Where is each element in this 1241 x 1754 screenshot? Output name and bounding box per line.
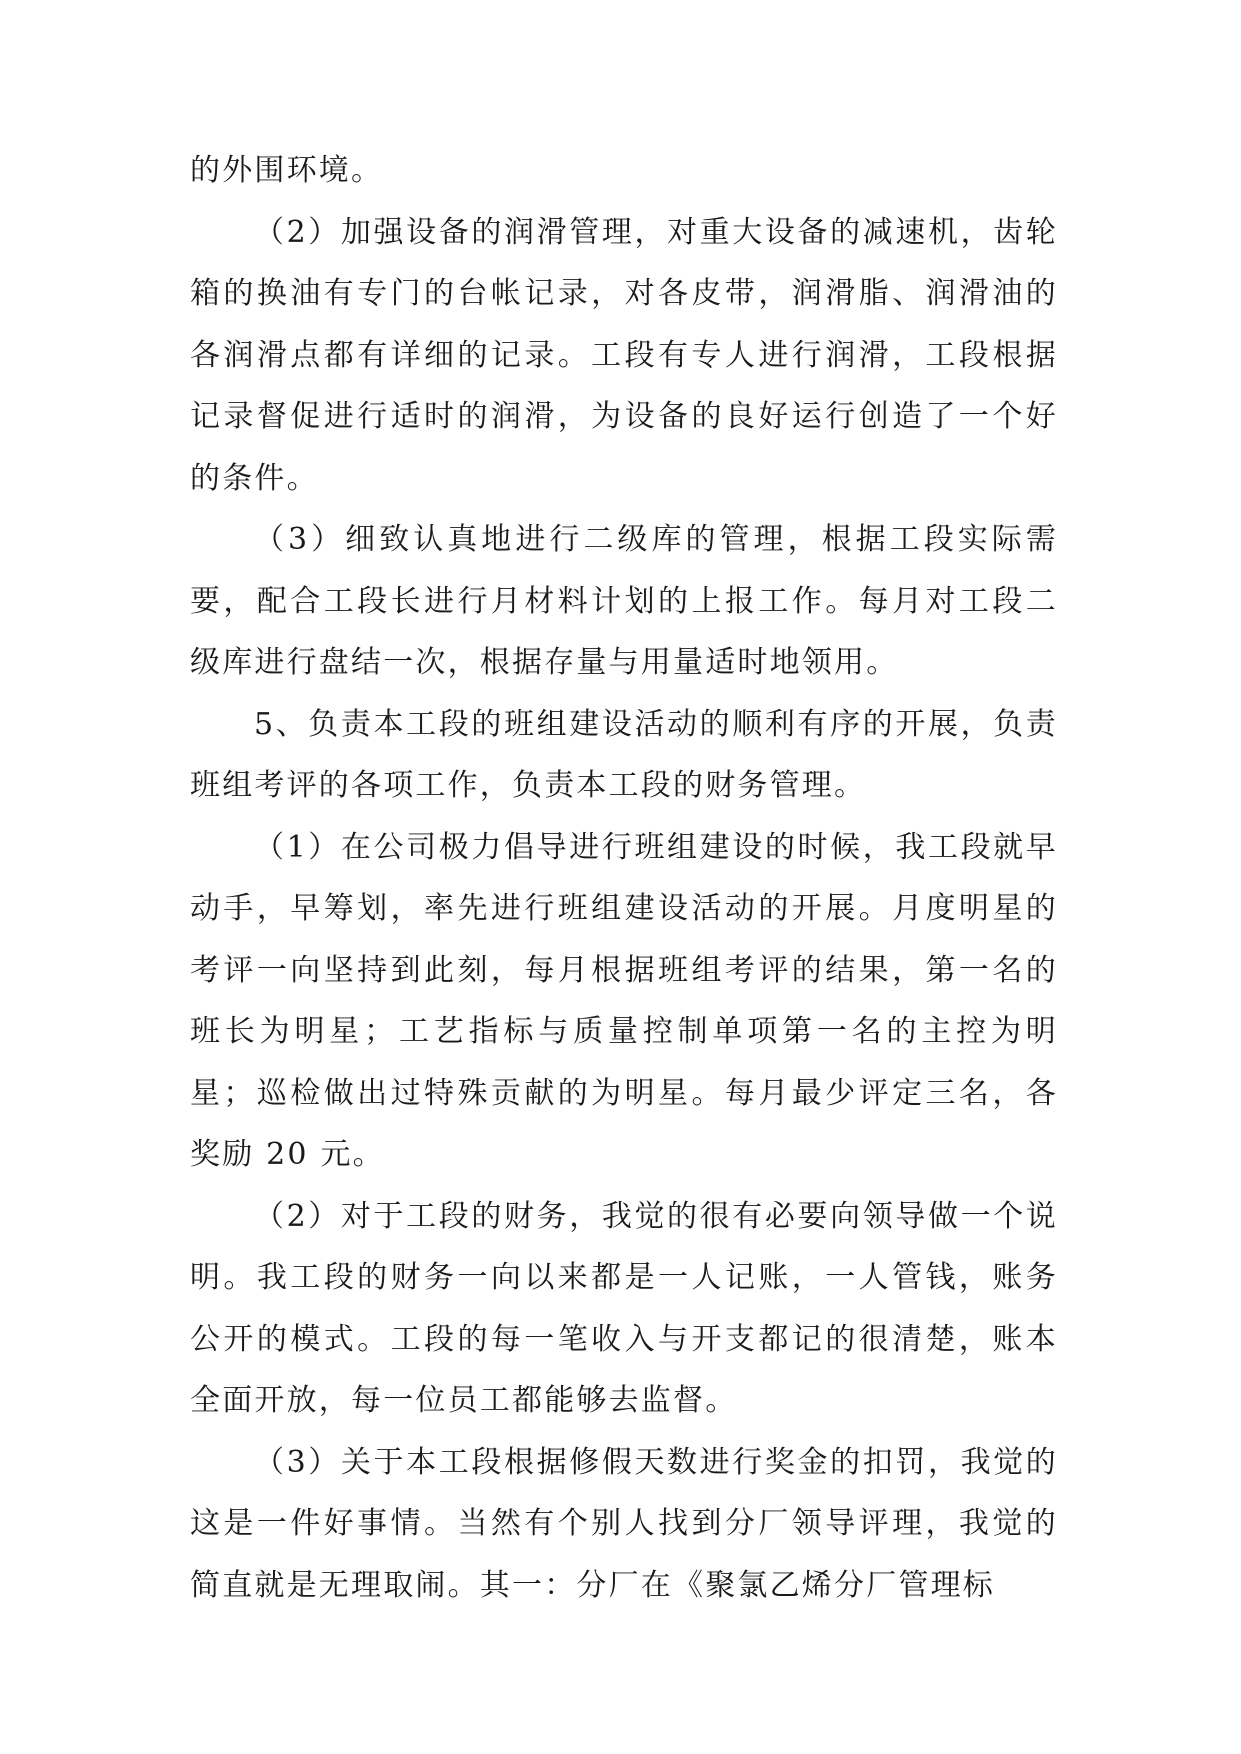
paragraph-secondary-warehouse: （3）细致认真地进行二级库的管理，根据工段实际需要，配合工段长进行月材料计划的上报工作。每月对工段二级库进行盘结一次，根据存量与用量适时地领用。 (190, 522, 1058, 680)
paragraph-lubrication-management: （2）加强设备的润滑管理，对重大设备的减速机，齿轮箱的换油有专门的台帐记录，对各皮带，润滑脂、润滑油的各润滑点都有详细的记录。工段有专人进行润滑，工段根据记录督促进行适时的润滑，为设备的良好运行创造了一个好的条件。 (190, 214, 1058, 496)
paragraph-bonus-deduction: （3）关于本工段根据修假天数进行奖金的扣罚，我觉的这是一件好事情。当然有个别人找到分厂领导评理，我觉的简直就是无理取闹。其一：分厂在《聚氯乙烯分厂管理标 (190, 1444, 1058, 1603)
paragraph-continuation: 的外围环境。 (190, 153, 384, 188)
paragraph-team-building-heading: 5、负责本工段的班组建设活动的顺利有序的开展，负责班组考评的各项工作，负责本工段的财务管理。 (190, 706, 1058, 803)
document-page (190, 140, 1058, 1616)
paragraph-monthly-star: （1）在公司极力倡导进行班组建设的时候，我工段就早动手，早筹划，率先进行班组建设活动的开展。月度明星的考评一向坚持到此刻，每月根据班组考评的结果，第一名的班长为明星；工艺指标与质量控制单项第一名的主控为明星；巡检做出过特殊贡献的为明星。每月最少评定三名，各奖励 20 元。 (190, 829, 1058, 1172)
paragraph-finance: （2）对于工段的财务，我觉的很有必要向领导做一个说明。我工段的财务一向以来都是一人记账，一人管钱，账务公开的模式。工段的每一笔收入与开支都记的很清楚，账本全面开放，每一位员工都能够去监督。 (190, 1198, 1058, 1418)
